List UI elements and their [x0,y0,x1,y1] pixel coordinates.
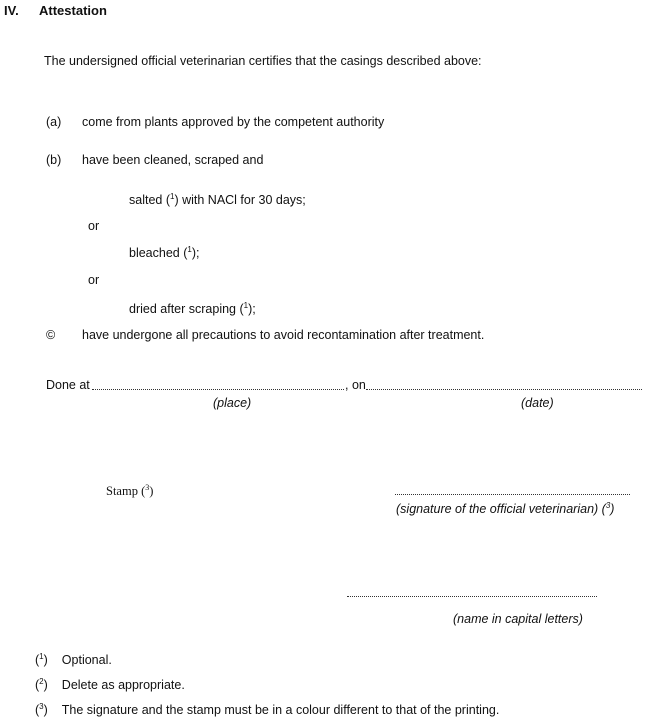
footnote-3: ($^3$) The signature and the stamp must be in a colour different to that of the printing. [35,702,500,717]
item-a-text: come from plants approved by the competent authority [82,115,385,129]
section-number: IV. [4,3,19,18]
item-c-marker: © [46,328,56,342]
item-a-marker: (a) [46,115,62,129]
option-salted: salted ($^1$) with NACl for 30 days; [129,192,306,207]
option-dried: dried after scraping ($^1$); [129,301,256,316]
done-at-label: Done at [46,378,90,392]
footnote-2: ($^2$) Delete as appropriate. [35,677,185,692]
footnote-1: ($^1$) Optional. [35,652,112,667]
name-field[interactable] [347,596,597,597]
place-caption: (place) [213,396,252,410]
signature-field[interactable] [395,494,630,495]
item-b-marker: (b) [46,153,62,167]
intro-text: The undersigned official veterinarian certifies that the casings described above: [44,54,482,68]
or-separator-1: or [88,219,100,233]
option-bleached: bleached ($^1$); [129,245,200,260]
signature-caption: (signature of the official veterinarian) ($^3$) [396,501,615,516]
section-title: Attestation [39,3,107,18]
footnote-ref: 1 [187,245,192,254]
footnote-ref: 3 [605,501,611,510]
date-caption: (date) [521,396,554,410]
footnote-ref: 1 [243,301,249,310]
date-field[interactable] [366,389,642,390]
stamp-label: Stamp ($^3$) [106,483,154,498]
item-b-text: have been cleaned, scraped and [82,153,264,167]
footnote-ref: 1 [170,192,175,201]
on-label: , on [345,378,366,392]
footnote-ref: 3 [145,483,150,492]
place-field[interactable] [92,389,344,390]
or-separator-2: or [88,273,100,287]
name-caption: (name in capital letters) [453,612,583,626]
item-c-text: have undergone all precautions to avoid recontamination after treatment. [82,328,485,342]
